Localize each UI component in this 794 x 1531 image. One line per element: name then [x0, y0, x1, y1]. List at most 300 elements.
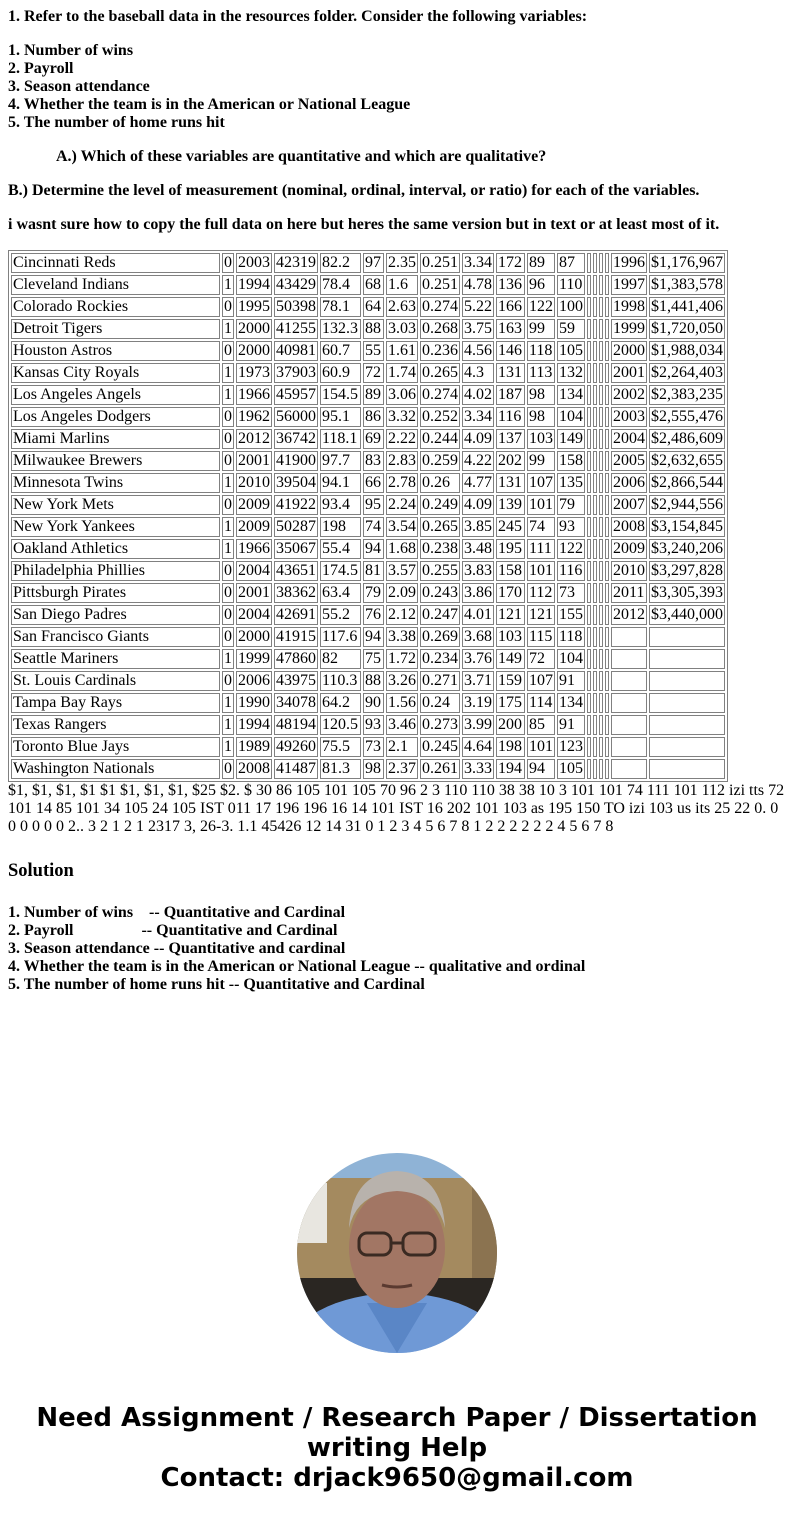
data-cell: 88 — [363, 671, 384, 691]
data-cell: 2010 — [238, 474, 270, 491]
data-cell: 56000 — [276, 408, 316, 425]
data-cell: 0 — [224, 254, 232, 271]
data-cell: 94 — [527, 759, 555, 779]
year-cell — [611, 671, 647, 691]
data-cell: 1 — [224, 364, 232, 381]
data-cell: 175 — [496, 693, 525, 713]
empty-cell — [605, 253, 609, 273]
empty-cell — [605, 627, 609, 647]
data-cell: 166 — [496, 297, 525, 317]
salary-cell: $2,555,476 — [651, 408, 723, 425]
empty-cell — [593, 407, 597, 427]
question-title: 1. Refer to the baseball data in the resources folder. Consider the following variables: — [8, 8, 588, 25]
team-name-cell: Texas Rangers — [11, 715, 220, 735]
variable-item: 1. Number of wins — [8, 42, 134, 59]
empty-cell — [587, 363, 591, 383]
data-cell: 4.09 — [464, 496, 492, 513]
empty-cell — [587, 649, 591, 669]
data-cell: 98 — [527, 385, 555, 405]
table-row — [11, 605, 725, 625]
team-name-cell: Houston Astros — [11, 341, 220, 361]
data-cell: 3.76 — [464, 650, 492, 667]
data-cell: 3.06 — [388, 386, 416, 403]
data-cell: 3.48 — [464, 540, 492, 557]
salary-cell: $2,632,655 — [651, 452, 723, 469]
variable-item: 3. Season attendance — [8, 78, 150, 95]
data-cell: 2.63 — [388, 298, 416, 315]
tutor-avatar — [297, 1153, 497, 1353]
data-cell: 4.56 — [464, 342, 492, 359]
data-cell: 170 — [496, 583, 525, 603]
empty-cell — [599, 297, 603, 317]
data-cell: 1966 — [238, 540, 270, 557]
salary-cell — [649, 737, 725, 757]
data-cell: 94 — [363, 627, 384, 647]
data-cell: 245 — [496, 517, 525, 537]
data-cell: 66 — [363, 473, 384, 493]
salary-cell — [649, 759, 725, 779]
data-cell: 174.5 — [320, 561, 361, 581]
data-cell: 36742 — [276, 430, 316, 447]
empty-cell — [593, 319, 597, 339]
empty-cell — [605, 517, 609, 537]
empty-cell — [593, 759, 597, 779]
empty-cell — [599, 341, 603, 361]
data-cell: 118 — [557, 627, 585, 647]
data-cell: 3.99 — [464, 716, 492, 733]
data-cell: 3.86 — [464, 584, 492, 601]
salary-cell: $1,441,406 — [651, 298, 723, 315]
team-name-cell: Colorado Rockies — [11, 297, 220, 317]
data-cell: 2003 — [238, 254, 270, 271]
data-cell: 74 — [527, 517, 555, 537]
data-cell: 3.33 — [464, 760, 492, 777]
empty-cell — [605, 605, 609, 625]
table-row — [11, 627, 725, 647]
data-cell: 83 — [363, 451, 384, 471]
data-cell: 0 — [224, 760, 232, 777]
empty-cell — [593, 495, 597, 515]
data-cell: 35067 — [276, 540, 316, 557]
data-cell: 4.09 — [464, 430, 492, 447]
empty-cell — [593, 605, 597, 625]
data-cell: 1.72 — [388, 650, 416, 667]
data-cell: 1994 — [238, 716, 270, 733]
table-row — [11, 715, 725, 735]
data-cell: 1 — [224, 716, 232, 733]
data-cell: 48194 — [276, 716, 316, 733]
solution-item: 4. Whether the team is in the American or National League -- qualitative and ordinal — [8, 958, 586, 975]
empty-cell — [587, 495, 591, 515]
data-cell: 114 — [527, 693, 555, 713]
data-cell: 34078 — [276, 694, 316, 711]
table-row — [11, 275, 725, 295]
empty-cell — [593, 539, 597, 559]
empty-cell — [599, 407, 603, 427]
empty-cell — [599, 253, 603, 273]
data-cell: 91 — [557, 671, 585, 691]
data-cell: 4.22 — [464, 452, 492, 469]
empty-cell — [587, 297, 591, 317]
data-cell: 0.244 — [422, 430, 458, 447]
question-part-a: A.) Which of these variables are quantitative and which are qualitative? — [56, 148, 547, 165]
salary-cell — [649, 649, 725, 669]
data-cell: 98 — [527, 407, 555, 427]
empty-cell — [599, 737, 603, 757]
data-cell: 118.1 — [320, 429, 361, 449]
data-cell: 2004 — [238, 606, 270, 623]
data-cell: 50398 — [276, 298, 316, 315]
data-cell: 60.9 — [320, 363, 361, 383]
data-cell: 110 — [557, 275, 585, 295]
year-cell: 1997 — [613, 276, 645, 293]
year-cell — [611, 627, 647, 647]
data-cell: 99 — [527, 319, 555, 339]
data-cell: 2000 — [238, 320, 270, 337]
data-cell: 64 — [363, 297, 384, 317]
data-cell: 2.24 — [388, 496, 416, 513]
data-cell: 85 — [527, 715, 555, 735]
empty-cell — [599, 319, 603, 339]
data-cell: 55 — [363, 341, 384, 361]
empty-cell — [599, 671, 603, 691]
team-name-cell: Cincinnati Reds — [11, 253, 220, 273]
data-cell: 47860 — [276, 650, 316, 667]
empty-cell — [605, 385, 609, 405]
empty-cell — [605, 341, 609, 361]
team-name-cell: Seattle Mariners — [11, 649, 220, 669]
data-cell: 103 — [529, 430, 553, 447]
garbled-data-text: $1, $1, $1, $1 $1 $1, $1, $1, $25 $2. $ 30 86 105 101 105 70 96 2 3 110 110 38 38 10 3 101 101 74 111 101 112 izi tts 72 101 14 85 101 34 105 24 105 IST 011 17 196 196 16 14 101 IST 16 202 101 103 as 195 150 TO izi 103 us its 25 22 0. 0 0 0 0 0 0 2.. 3 2 1 2 1 2317 3, 26-3. 1.1 45426 12 14 31 0 1 2 3 4 5 6 7 8 1 2 2 2 2 2 2 4 5 6 7 8 — [8, 782, 785, 835]
data-cell: 2.78 — [388, 474, 416, 491]
empty-cell — [599, 715, 603, 735]
data-cell: 1.6 — [386, 275, 418, 295]
data-cell: 134 — [559, 386, 583, 403]
team-name-cell: Washington Nationals — [11, 759, 220, 779]
year-cell: 2011 — [611, 583, 647, 603]
data-cell: 187 — [496, 385, 525, 405]
data-cell: 2000 — [238, 342, 270, 359]
table-body — [11, 253, 725, 779]
year-cell — [611, 693, 647, 713]
table-row — [11, 561, 725, 581]
data-cell: 139 — [496, 495, 525, 515]
data-cell: 1990 — [238, 694, 270, 711]
empty-cell — [593, 583, 597, 603]
team-name-cell: Kansas City Royals — [11, 363, 220, 383]
empty-cell — [605, 407, 609, 427]
data-cell: 1999 — [238, 650, 270, 667]
solution-item: 5. The number of home runs hit -- Quantitative and Cardinal — [8, 976, 425, 993]
empty-cell — [605, 275, 609, 295]
data-cell: 89 — [363, 385, 384, 405]
data-cell: 2001 — [238, 584, 270, 601]
data-cell: 159 — [496, 671, 525, 691]
data-cell: 42319 — [276, 254, 316, 271]
empty-cell — [599, 385, 603, 405]
data-cell: 76 — [363, 605, 384, 625]
empty-cell — [593, 385, 597, 405]
team-name-cell: Los Angeles Angels — [11, 385, 220, 405]
data-cell: 91 — [557, 715, 585, 735]
data-cell: 117.6 — [320, 627, 361, 647]
year-cell — [611, 737, 647, 757]
data-cell: 1989 — [238, 738, 270, 755]
empty-cell — [605, 693, 609, 713]
data-cell: 131 — [496, 473, 525, 493]
year-cell: 2000 — [613, 342, 645, 359]
solution-item: 2. Payroll -- Quantitative and Cardinal — [8, 922, 338, 939]
data-cell: 0.243 — [422, 584, 458, 601]
data-cell: 158 — [559, 452, 583, 469]
empty-cell — [593, 341, 597, 361]
data-cell: 0.251 — [422, 276, 458, 293]
promo-line-1: Need Assignment / Research Paper / Dissertation — [36, 1403, 758, 1433]
empty-cell — [605, 473, 609, 493]
data-cell: 1962 — [238, 408, 270, 425]
data-cell: 2012 — [238, 430, 270, 447]
year-cell: 2003 — [613, 408, 645, 425]
data-cell: 112 — [527, 583, 555, 603]
data-cell: 43975 — [276, 672, 316, 689]
year-cell: 2005 — [613, 452, 645, 469]
empty-cell — [599, 473, 603, 493]
data-cell: 110.3 — [320, 671, 361, 691]
data-cell: 3.68 — [464, 628, 492, 645]
data-cell: 89 — [527, 253, 555, 273]
data-cell: 78.1 — [320, 297, 361, 317]
data-cell: 0.273 — [422, 716, 458, 733]
empty-cell — [587, 605, 591, 625]
data-cell: 4.77 — [464, 474, 492, 491]
team-name-cell: Detroit Tigers — [11, 319, 220, 339]
data-cell: 3.03 — [388, 320, 416, 337]
empty-cell — [587, 407, 591, 427]
salary-cell: $2,486,609 — [651, 430, 723, 447]
empty-cell — [587, 693, 591, 713]
data-cell: 97.7 — [320, 451, 361, 471]
team-name-cell: San Diego Padres — [11, 605, 220, 625]
data-cell: 60.7 — [320, 341, 361, 361]
empty-cell — [599, 451, 603, 471]
data-cell: 1 — [224, 650, 232, 667]
data-cell: 3.19 — [464, 694, 492, 711]
data-cell: 55.2 — [320, 605, 361, 625]
data-cell: 78.4 — [320, 275, 361, 295]
empty-cell — [587, 451, 591, 471]
data-cell: 1 — [224, 320, 232, 337]
data-cell: 90 — [363, 693, 384, 713]
empty-cell — [587, 341, 591, 361]
data-cell: 75 — [363, 649, 384, 669]
data-cell: 2.09 — [388, 584, 416, 601]
empty-cell — [587, 385, 591, 405]
data-cell: 134 — [559, 694, 583, 711]
data-cell: 198 — [320, 517, 361, 537]
data-cell: 101 — [529, 496, 553, 513]
data-cell: 1 — [224, 474, 232, 491]
data-cell: 88 — [363, 319, 384, 339]
empty-cell — [599, 649, 603, 669]
year-cell: 2002 — [613, 386, 645, 403]
promo-line-2: writing Help — [306, 1433, 488, 1463]
team-name-cell: Tampa Bay Rays — [11, 693, 220, 713]
empty-cell — [587, 583, 591, 603]
data-cell: 100 — [559, 298, 583, 315]
team-name-cell: Cleveland Indians — [11, 275, 220, 295]
data-cell: 0.249 — [422, 496, 458, 513]
empty-cell — [587, 319, 591, 339]
data-cell: 0 — [224, 628, 232, 645]
data-cell: 40981 — [276, 342, 316, 359]
year-cell: 2012 — [613, 606, 645, 623]
data-cell: 116 — [557, 561, 585, 581]
data-cell: 41487 — [276, 760, 316, 777]
data-cell: 82 — [320, 649, 361, 669]
data-cell: 1 — [224, 540, 232, 557]
year-cell: 2009 — [613, 540, 645, 557]
data-cell: 0.236 — [422, 342, 458, 359]
table-row — [11, 671, 725, 691]
empty-cell — [587, 473, 591, 493]
data-cell: 3.34 — [464, 408, 492, 425]
data-cell: 37903 — [276, 364, 316, 381]
salary-cell: $3,240,206 — [651, 540, 723, 557]
year-cell: 1998 — [613, 298, 645, 315]
empty-cell — [587, 561, 591, 581]
data-cell: 101 — [529, 562, 553, 579]
data-cell: 2.83 — [388, 452, 416, 469]
year-cell: 1999 — [613, 320, 645, 337]
empty-cell — [587, 275, 591, 295]
data-cell: 0 — [224, 606, 232, 623]
empty-cell — [593, 737, 597, 757]
empty-cell — [599, 693, 603, 713]
team-name-cell: Philadelphia Phillies — [11, 561, 220, 581]
data-cell: 86 — [363, 407, 384, 427]
data-cell: 3.71 — [464, 672, 492, 689]
data-cell: 149 — [559, 430, 583, 447]
empty-cell — [593, 561, 597, 581]
empty-cell — [593, 693, 597, 713]
year-cell: 2008 — [613, 518, 645, 535]
empty-cell — [593, 253, 597, 273]
data-cell: 2000 — [238, 628, 270, 645]
solution-item: 1. Number of wins -- Quantitative and Cardinal — [8, 904, 346, 921]
question-note: i wasnt sure how to copy the full data on here but heres the same version but in text or at least most of it. — [8, 216, 720, 233]
data-cell: 113 — [527, 363, 555, 383]
data-cell: 123 — [559, 738, 583, 755]
data-cell: 5.22 — [464, 298, 492, 315]
empty-cell — [593, 429, 597, 449]
data-cell: 75.5 — [320, 737, 361, 757]
data-cell: 1.68 — [388, 540, 416, 557]
empty-cell — [593, 297, 597, 317]
table-row — [11, 319, 725, 339]
data-cell: 98 — [363, 759, 384, 779]
year-cell: 1996 — [613, 254, 645, 271]
data-cell: 111 — [527, 539, 555, 559]
solution-list — [8, 904, 786, 994]
data-cell: 0.251 — [422, 254, 458, 271]
data-cell: 132.3 — [320, 319, 361, 339]
data-cell: 1995 — [238, 298, 270, 315]
empty-cell — [593, 517, 597, 537]
empty-cell — [605, 561, 609, 581]
team-name-cell: Milwaukee Brewers — [11, 451, 220, 471]
data-cell: 120.5 — [320, 715, 361, 735]
table-row — [11, 407, 725, 427]
empty-cell — [605, 759, 609, 779]
data-cell: 107 — [529, 672, 553, 689]
data-cell: 2.1 — [386, 737, 418, 757]
data-cell: 1 — [224, 518, 232, 535]
empty-cell — [587, 253, 591, 273]
data-cell: 195 — [496, 539, 525, 559]
data-cell: 2006 — [238, 672, 270, 689]
data-cell: 41922 — [276, 496, 316, 513]
data-cell: 2.22 — [388, 430, 416, 447]
empty-cell — [587, 539, 591, 559]
data-cell: 1 — [224, 694, 232, 711]
empty-cell — [593, 451, 597, 471]
data-cell: 0.247 — [422, 606, 458, 623]
table-row — [11, 297, 725, 317]
data-cell: 121 — [529, 606, 553, 623]
salary-cell: $1,176,967 — [651, 254, 723, 271]
empty-cell — [599, 429, 603, 449]
data-cell: 64.2 — [320, 693, 361, 713]
salary-cell: $1,988,034 — [651, 342, 723, 359]
data-cell: 0.265 — [422, 518, 458, 535]
data-cell: 146 — [496, 341, 525, 361]
empty-cell — [593, 715, 597, 735]
solution-heading: Solution — [8, 861, 74, 881]
data-cell: 0 — [224, 408, 232, 425]
data-cell: 154.5 — [320, 385, 361, 405]
data-cell: 3.54 — [388, 518, 416, 535]
data-cell: 45957 — [276, 386, 316, 403]
data-cell: 3.83 — [464, 562, 492, 579]
data-cell: 3.46 — [388, 716, 416, 733]
data-cell: 50287 — [276, 518, 316, 535]
data-cell: 3.57 — [388, 562, 416, 579]
empty-cell — [599, 605, 603, 625]
promo-banner — [0, 1403, 794, 1493]
data-cell: 43651 — [276, 562, 316, 579]
data-cell: 0 — [224, 584, 232, 601]
data-cell: 0 — [224, 562, 232, 579]
salary-cell — [649, 693, 725, 713]
data-cell: 0 — [224, 298, 232, 315]
data-cell: 1973 — [238, 364, 270, 381]
data-cell: 0.274 — [422, 386, 458, 403]
data-cell: 0.255 — [422, 562, 458, 579]
table-row — [11, 583, 725, 603]
variable-item: 2. Payroll — [8, 60, 74, 77]
team-name-cell: Pittsburgh Pirates — [11, 583, 220, 603]
data-cell: 107 — [529, 474, 553, 491]
empty-cell — [587, 429, 591, 449]
table-row — [11, 759, 725, 779]
salary-cell: $2,264,403 — [651, 364, 723, 381]
empty-cell — [605, 429, 609, 449]
data-cell: 59 — [557, 319, 585, 339]
empty-cell — [593, 649, 597, 669]
data-cell: 1.56 — [388, 694, 416, 711]
data-cell: 42691 — [276, 606, 316, 623]
data-cell: 99 — [527, 451, 555, 471]
